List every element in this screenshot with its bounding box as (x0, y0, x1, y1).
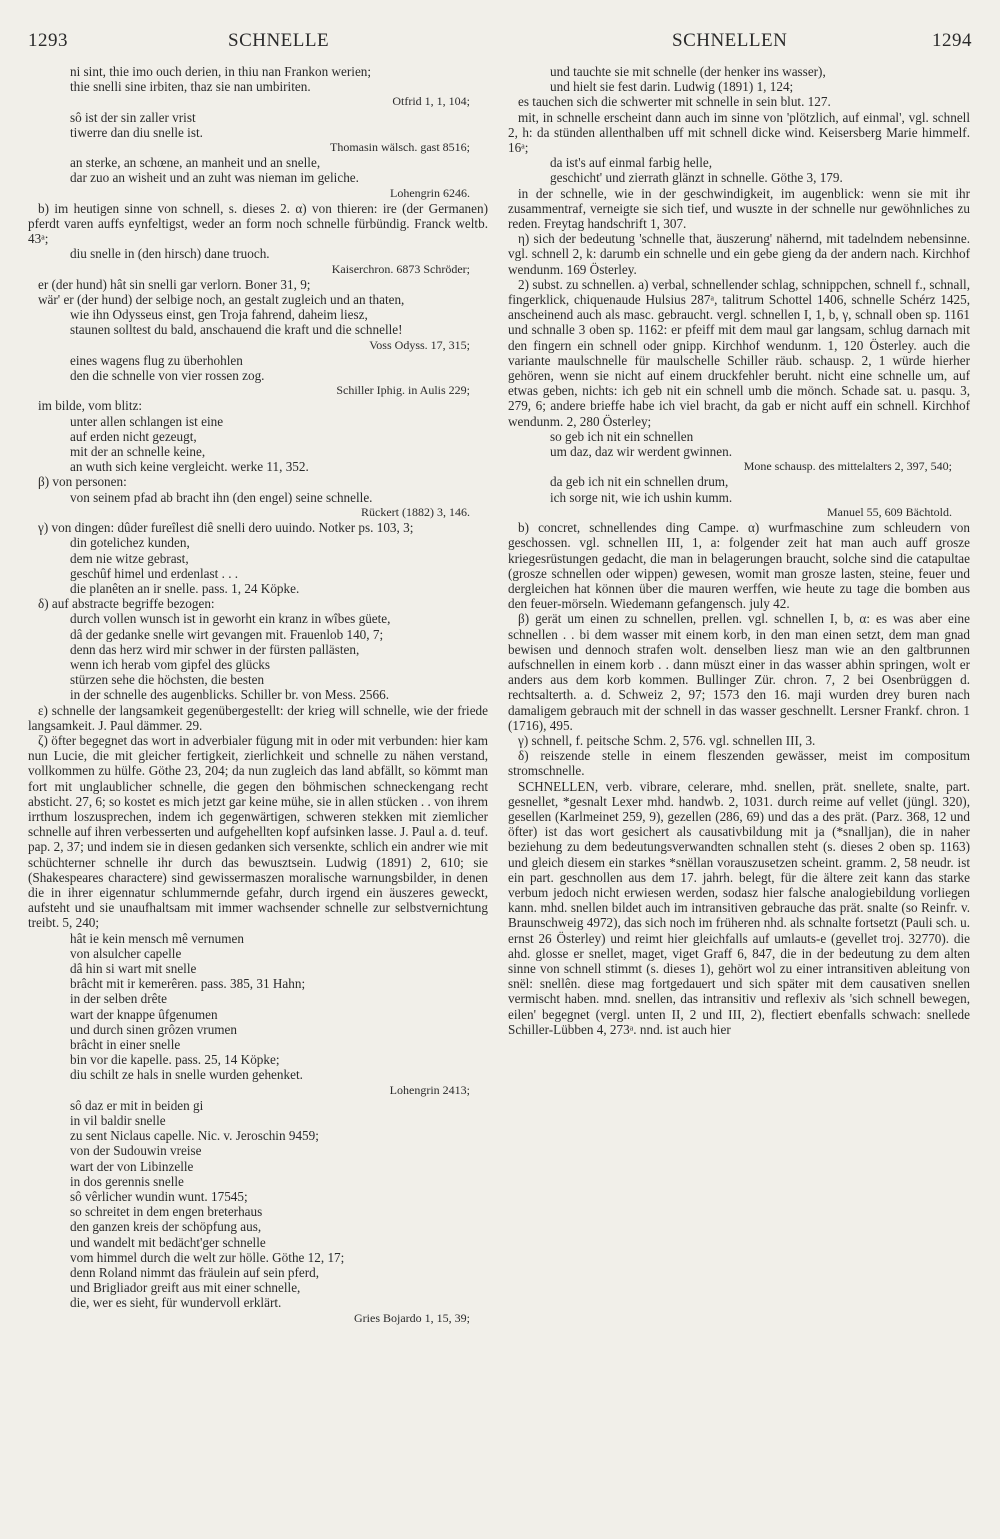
verse-line: dâ der gedanke snelle wirt gevangen mit. Frauenlob 140, 7; (70, 626, 384, 642)
verse-line: sô vêrlicher wundin wunt. 17545; (70, 1189, 248, 1205)
right-running-title: SCHNELLEN (672, 30, 788, 51)
verse-line: tiwerre dan diu snelle ist. (70, 124, 203, 140)
verse-quote (28, 307, 488, 337)
entry-paragraph: δ) auf abstracte begriffe bezogen: (38, 596, 215, 612)
verse-quote (28, 1143, 488, 1204)
verse-line: brâcht in einer snelle (70, 1037, 181, 1052)
verse-line: in der schnelle des augenblicks. Schiller br. von Mess. 2566. (70, 687, 390, 703)
verse-line: din gotelichez kunden, (70, 535, 190, 551)
entry-paragraph: SCHNELLEN, verb. vibrare, celerare, mhd. snellen, prät. snellete, snalte, part. gesnellet, *gesnalt Lexer mhd. handwb. 2, 1031. durch reime auf vellet (jüngl. 320), gesellen (Karlmeinet 259, 9), gezellen (286, 69) und das a des prät. (Parz. 368, 12 und öfter) ist das wort gesichert als causativbildung mit ja (*snalljan), die in naher beziehung zu dem bedeutungsverwandten schnallen steht (s. dieses 2 oben sp. 1163) und gleich diesem ein starkes *snëllan vorauszusetzen scheint. gramm. 2, 58 neudr. ist ein part. geschnollen aus dem 17. jahrh. belegt, für die ältere zeit kann das starke verbum jedoch nicht erwiesen werden, sodasz hier falsche analogiebildung vorliegen kann. mhd. snellen bildet auch im intransitiven gebrauche das prät. snalte (so Reinfr. v. Braunschweig 4972), das sich noch im früheren nhd. als schnalte fortsetzt (Pauli sch. u. ernst 26 Österley) und reimt hier gleichfalls auf umlauts-e (gevellet troj. 32770). die ahd. glosse er snellet, maget, viget Graff 6, 847, die in der bedeutung zu dem alten sinne von schnell stimmt (s. dieses 1), gehört wol zu einer intransitiven ableitung von snël: snellên. diese mag fortgedauert und sich später mit dem causativen snellen vermischt haben. mnd. snellen, das intransitiv und reflexiv als 'sich schnell bewegen, eilen' begegnet (vergl. unten II, 2 und III, 2), flectiert ebenfalls schwach: snellede Schiller-Lübben 4, 273ᵃ. nnd. ist auch hier (508, 778, 970, 1037)
verse-line: und Brigliador greift aus mit einer schnelle, (70, 1280, 301, 1296)
right-page-number: 1294 (932, 30, 972, 51)
entry-paragraph: γ) schnell, f. peitsche Schm. 2, 576. vgl. schnellen III, 3. (518, 732, 816, 748)
verse-line: an wuth sich keine vergleicht. werke 11, 352. (70, 459, 309, 475)
verse-line: thie snelli sine irbiten, thaz sie nan umbiriten. (70, 79, 311, 95)
verse-line: diu schilt ze hals in snelle wurden gehenket. (70, 1067, 303, 1083)
source-citation: Lohengrin 2413; (389, 1082, 470, 1097)
page-header (28, 30, 972, 60)
verse-line: diu snelle in (den hirsch) dane truoch. (70, 246, 270, 262)
verse-quote (28, 414, 488, 475)
source-citation: Lohengrin 6246. (390, 185, 470, 200)
verse-line: geschûf himel und erdenlast . . . (70, 565, 239, 581)
verse-line: wart der knappe ûfgenumen (70, 1006, 218, 1022)
verse-line: dâ hin si wart mit snelle (70, 960, 197, 976)
verse-line: denn Roland nimmt das fräulein auf sein pferd, (70, 1265, 320, 1281)
entry-paragraph: mit, in schnelle erscheint dann auch im sinne von 'plötzlich, auf einmal', vgl. schnell 2, h: da stünden allenthalben uff mit schnell dicke wind. Keisersberg Marie himmelf. 16ᵃ; (508, 109, 970, 156)
verse-quote (28, 110, 488, 140)
verse-line: bin vor die kapelle. pass. 25, 14 Köpke; (70, 1052, 280, 1068)
verse-line: denn das herz wird mir schwer in der fürsten pallästen, (70, 641, 360, 657)
verse-line: und hielt sie fest darin. Ludwig (1891) 1, 124; (550, 79, 794, 95)
verse-quote (28, 155, 488, 185)
entry-paragraph: im bilde, vom blitz: (38, 398, 143, 414)
source-citation: Gries Bojardo 1, 15, 39; (354, 1310, 470, 1325)
verse-quote (28, 611, 488, 641)
verse-line: unter allen schlangen ist eine (70, 413, 224, 429)
source-citation: Schiller Iphig. in Aulis 229; (336, 383, 470, 398)
verse-line: so schreitet in dem engen breterhaus (70, 1204, 263, 1220)
verse-line: auf erden nicht gezeugt, (70, 428, 197, 444)
verse-line: ni sint, thie imo ouch derien, in thiu nan Frankon werien; (70, 64, 372, 79)
verse-line: von seinem pfad ab bracht ihn (den engel) seine schnelle. (70, 489, 373, 505)
verse-line: von der Sudouwin vreise (70, 1143, 202, 1159)
verse-quote (28, 246, 488, 261)
source-citation: Rückert (1882) 3, 146. (361, 504, 470, 519)
right-column (508, 64, 970, 1037)
verse-line: durch vollen wunsch ist in geworht ein kranz in wîbes güete, (70, 611, 391, 627)
entry-paragraph: b) concret, schnellendes ding Campe. α) wurfmaschine zum schleudern von geschossen. vgl. schnellen III, 1, a: folgender zeit hat man auch auff grosze kriegesrüstungen gedacht, die man in belagerungen braucht, solche sind die catapultae (grosze schnellen oder wippen) gewesen, womit man grosze lasten, steine, feuer und dergleichen hat können über die mauren werffen, wie heute zu tage die bomben aus den feuer-mörseln. Wiedemann gefangensch. july 42. (508, 520, 970, 612)
verse-line: den die schnelle von vier rossen zog. (70, 368, 265, 384)
verse-line: in dos gerennis snelle (70, 1173, 184, 1189)
verse-line: in vil baldir snelle (70, 1113, 166, 1129)
verse-line: um daz, daz wir werdent gwinnen. (550, 444, 732, 460)
verse-quote (28, 1204, 488, 1265)
left-column (28, 64, 488, 1326)
entry-paragraph: η) sich der bedeutung 'schnelle that, äuszerung' nähernd, mit tadelndem nebensinne. vgl. schnell 2, k: darumb ein schnelle und ein gebe gieng da der andern nach. Kirchhof wendunm. 169 Österley. (508, 231, 970, 277)
entry-paragraph: δ) reiszende stelle in einem fleszenden gewässer, meist im compositum stromschnelle. (508, 748, 970, 779)
verse-quote (28, 353, 488, 383)
verse-line: da geb ich nit ein schnellen drum, (550, 474, 729, 490)
entry-paragraph: b) im heutigen sinne von schnell, s. dieses 2. α) von thieren: ire (der Germanen) pferdt varen auffs eynfeltigst, weder an form noch schnelle fürbündig. Franck weltb. 43ᵃ; (28, 200, 488, 247)
verse-line: dar zuo an wisheit und an zuht was nieman im geliche. (70, 170, 359, 186)
verse-line: wie ihn Odysseus einst, gen Troja fahrend, daheim liesz, (70, 307, 368, 323)
verse-line: sô ist der sin zaller vrist (70, 109, 196, 125)
verse-line: an sterke, an schœne, an manheit und an snelle, (70, 155, 321, 171)
entry-paragraph: es tauchen sich die schwerter mit schnelle in sein blut. 127. (518, 94, 831, 110)
verse-quote (28, 642, 488, 703)
entry-paragraph: er (der hund) hât sin snelli gar verlorn. Boner 31, 9; (38, 276, 311, 292)
verse-quote (508, 429, 970, 459)
verse-line: da ist's auf einmal farbig helle, (550, 155, 713, 171)
verse-line: von alsulcher capelle (70, 945, 182, 961)
verse-quote (28, 1098, 488, 1144)
verse-line: vom himmel durch die welt zur hölle. Göthe 12, 17; (70, 1249, 345, 1265)
verse-line: sô daz er mit in beiden gi (70, 1097, 204, 1113)
verse-line: zu sent Niclaus capelle. Nic. v. Jeroschin 9459; (70, 1128, 319, 1144)
verse-line: eines wagens flug zu überhohlen (70, 352, 243, 368)
verse-quote (508, 64, 970, 94)
entry-paragraph: γ) von dingen: dûder fureîlest diê snelli dero uuindo. Notker ps. 103, 3; (38, 520, 414, 536)
verse-quote (28, 1265, 488, 1311)
verse-line: und tauchte sie mit schnelle (der henker ins wasser), (550, 64, 826, 79)
verse-line: in der selben drête (70, 991, 168, 1007)
verse-quote (28, 535, 488, 596)
verse-line: die planêten an ir snelle. pass. 1, 24 Köpke. (70, 580, 300, 596)
source-citation: Kaiserchron. 6873 Schröder; (331, 261, 470, 276)
verse-line: dem nie witze gebrast, (70, 550, 189, 566)
verse-line: mit der an schnelle keine, (70, 444, 206, 460)
source-citation: Mone schausp. des mittelalters 2, 397, 540; (743, 459, 952, 474)
source-citation: Manuel 55, 609 Bächtold. (827, 504, 952, 519)
entry-paragraph: 2) subst. zu schnellen. a) verbal, schnellender schlag, schnippchen, schnell f., schnall, fingerklick, chiquenaude Hulsius 287ᵃ, talitrum Schottel 1406, schnelle Schérz 1425, anscheinend auch als masc. gebraucht. vergl. schnellen I, 1, b, γ, schnall oben sp. 1161 und schnalle 3 oben sp. 1162: er pfeiff mit dem maul gar langsam, schlug darnach mit den fingern ein schnell oder gnipp. Kirchhof wendunm. 1, 120 Österley. auch die variante maulschnelle für maulschelle Schiller räub. schausp. 2, 1 würde hierher gehören, wenn sie nicht auf einem druckfehler beruht. nicht eine schnelle um, auf etwas geben, nichts: ich geb nit ein schnell umb die mönch. Schade sat. u. pasqu. 3, 279, 6; andere brieffe habe ich viel bracht, da gab er nicht auff ein schnell. Kirchhof wendunm. 2, 280 Österley; (508, 276, 970, 429)
entry-paragraph: ε) schnelle der langsamkeit gegenübergestellt: der krieg will schnelle, wie der friede langsamkeit. J. Paul dämmer. 29. (28, 702, 488, 733)
left-page-number: 1293 (28, 30, 68, 51)
verse-line: geschicht' und zierrath glänzt in schnelle. Göthe 3, 179. (550, 170, 843, 186)
verse-quote (28, 991, 488, 1067)
left-running-title: SCHNELLE (228, 30, 330, 51)
entry-paragraph: wär' er (der hund) der selbige noch, an gestalt zugleich und an thaten, (38, 292, 405, 308)
source-citation: Voss Odyss. 17, 315; (369, 337, 470, 352)
verse-quote (508, 155, 970, 185)
entry-paragraph: β) gerät um einen zu schnellen, prellen. vgl. schnellen I, b, α: es was aber eine schnellen . . bi dem wasser mit einem korb, in den man einen setzt, dem man gnad bewisen und dennoch strafen wolt. denselben liesz man wie an den galtbrunnen aufschnellen in einem korb . . dann müszt einer in das wasser abhin springen, wolt er anders aus dem korb kommen. Bullinger Zür. chron. 7, 2 bei Osenbrüggen d. rechtsalterth. a. d. Schweiz 2, 97; 1573 den 16. maji wurden drey buren nach damaligem gebrauch mit der schnell in das wasser geschnellt. Lersner Frankf. chron. 1 (1716), 495. (508, 611, 970, 733)
verse-line: stürzen sehe die höchsten, die besten (70, 672, 265, 688)
verse-quote (28, 931, 488, 992)
verse-line: wart der von Libinzelle (70, 1158, 194, 1174)
verse-line: den ganzen kreis der schöpfung aus, (70, 1219, 262, 1235)
verse-quote (28, 490, 488, 505)
verse-line: staunen solltest du bald, anschauend die kraft und die schnelle! (70, 322, 403, 338)
verse-line: und wandelt mit bedächt'ger schnelle (70, 1234, 266, 1250)
verse-line: die, wer es sieht, für wundervoll erklärt. (70, 1295, 282, 1311)
verse-quote (508, 474, 970, 504)
source-citation: Thomasin wälsch. gast 8516; (330, 140, 470, 155)
verse-line: brâcht mit ir kemerêren. pass. 385, 31 Hahn; (70, 976, 306, 992)
verse-line: wenn ich herab vom gipfel des glücks (70, 656, 270, 672)
entry-paragraph: β) von personen: (38, 474, 127, 490)
verse-line: und durch sinen grôzen vrumen (70, 1021, 237, 1037)
verse-line: so geb ich nit ein schnellen (550, 428, 694, 444)
verse-line: hât ie kein mensch mê vernumen (70, 930, 244, 946)
source-citation: Otfrid 1, 1, 104; (392, 94, 470, 109)
verse-quote (28, 1067, 488, 1082)
verse-line: ich sorge nit, wie ich ushin kumm. (550, 489, 733, 505)
entry-paragraph: ζ) öfter begegnet das wort in adverbialer fügung mit in oder mit verbunden: hier kam nun Lucie, die mit gleicher fertigkeit, zierlichkeit und schnelle zu nähen verstand, vollkommen zu hülfe. Göthe 23, 204; da nun zugleich das land abfällt, so kömmt man fort mit unglaublicher schnelle, die gegen den böhmischen schneckengang recht absticht. 27, 6; so kostet es mich jetzt gar keine mühe, sie in allen stücken . . von ihrem irrthum loszusprechen, indem ich gegenwärtigen, schweren stekken mit ziemlicher schnelle auf ihren verbesserten und aufgehellten kopf aufsinken lasse. J. Paul a. d. teuf. pap. 2, 37; und indem sie in diesen gedanken sich versenkte, schlich ein andrer wie mit schüchterner schnelle ihr durch das bewusztsein. Ludwig (1891) 2, 610; sie (Shakespeares charactere) sind gewissermaszen moralische warnungsbilder, in denen die in ihrer eigennatur schlummernde gefahr, durch irgend ein äuszeres geweckt, aufsteht und sie unaufhaltsam mit immer wachsender schnelle zur selbstvernichtung treibt. 5, 240; (28, 732, 488, 931)
entry-paragraph: in der schnelle, wie in der geschwindigkeit, im augenblick: wenn sie mit ihr zusammentraf, verneigte sie sich tief, und wuszte in der schnelle nur gewöhnliches zu reden. Freytag handschrift 1, 307. (508, 185, 970, 232)
verse-quote (28, 64, 488, 94)
